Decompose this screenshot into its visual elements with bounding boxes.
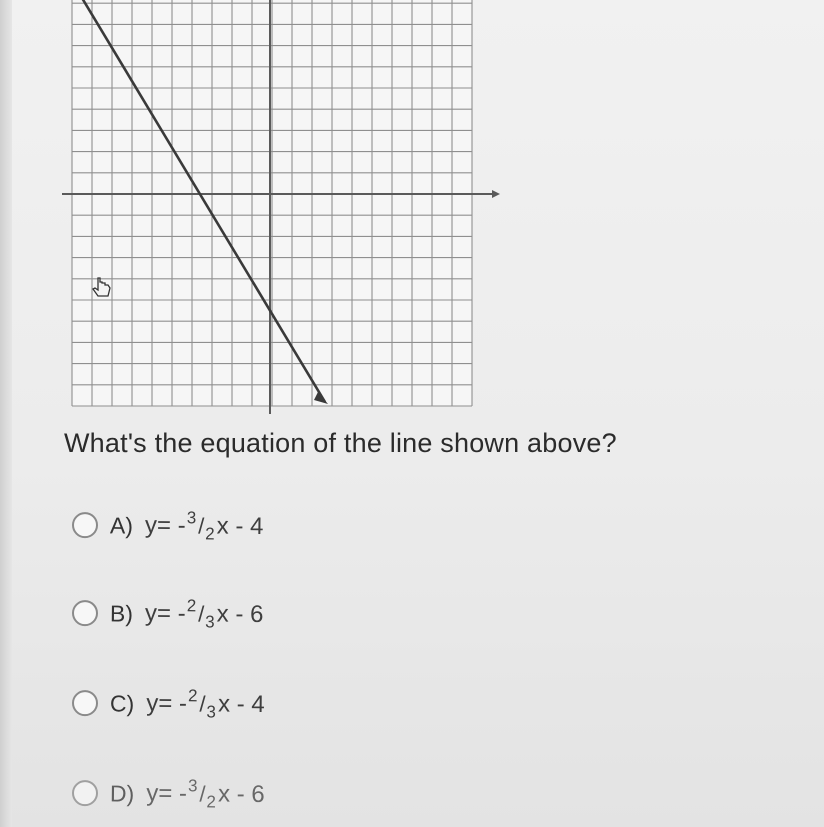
fraction-numerator: 3 [187, 776, 198, 796]
radio-button-icon[interactable] [72, 512, 98, 538]
radio-button-icon[interactable] [72, 780, 98, 806]
x-axis-arrow [492, 190, 500, 198]
equation-prefix: y= - [146, 689, 188, 718]
question-text: What's the equation of the line shown above? [64, 428, 617, 458]
equation-prefix: y= - [144, 511, 186, 540]
equation-suffix: x - 6 [216, 600, 264, 629]
choice-a[interactable] [72, 507, 264, 545]
equation-suffix: x - 4 [217, 690, 265, 719]
fraction-slash: / [198, 601, 205, 627]
choice-c[interactable] [72, 685, 265, 723]
fraction-numerator: 2 [186, 596, 197, 616]
grid [72, 0, 472, 406]
radio-button-icon[interactable] [72, 690, 98, 716]
fraction-numerator: 3 [186, 508, 197, 528]
fraction-slash: / [199, 691, 206, 717]
fraction-numerator: 2 [187, 686, 198, 706]
radio-button-icon[interactable] [72, 600, 98, 626]
choice-b[interactable] [72, 595, 264, 633]
choice-letter: D) [109, 779, 135, 807]
equation-suffix: x - 4 [216, 512, 264, 541]
choice-letter: A) [109, 511, 134, 539]
choice-equation [144, 508, 264, 544]
choice-d[interactable] [72, 775, 265, 813]
equation-suffix: x - 6 [217, 780, 265, 809]
fraction-slash: / [198, 513, 205, 539]
fraction-denominator: 2 [205, 524, 215, 544]
fraction-denominator: 3 [205, 612, 215, 632]
choice-letter: B) [109, 599, 134, 627]
equation-prefix: y= - [144, 599, 186, 628]
equation-prefix: y= - [146, 779, 188, 808]
fraction-slash: / [199, 781, 206, 807]
fraction-denominator: 2 [206, 792, 217, 812]
choice-letter: C) [109, 689, 135, 717]
choice-equation [146, 776, 265, 812]
choice-equation [146, 686, 265, 722]
choice-equation [144, 596, 264, 632]
fraction-denominator: 3 [206, 702, 217, 722]
